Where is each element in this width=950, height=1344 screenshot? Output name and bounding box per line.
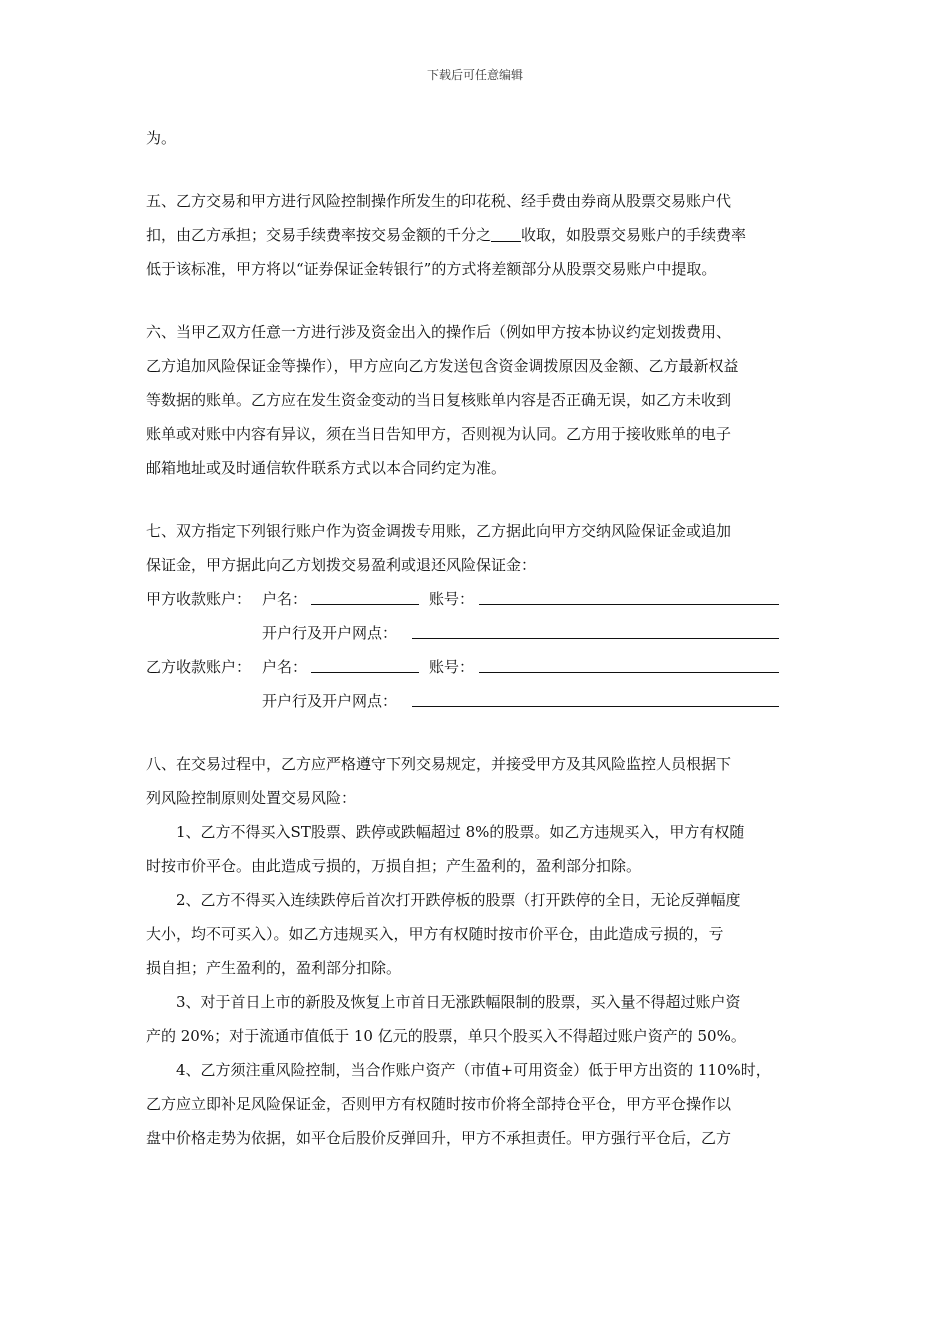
party-b-name-field[interactable] (311, 672, 419, 673)
party-a-label: 甲方收款账户： (146, 590, 252, 608)
party-b-account-field[interactable] (479, 672, 779, 673)
bank-label: 开户行及开户网点： (262, 692, 398, 710)
clause-5-text: 扣，由乙方承担；交易手续费率按交易金额的千分之 (146, 226, 492, 244)
party-b-bank-row (146, 684, 812, 718)
party-a-name-field[interactable] (311, 604, 419, 605)
bank-label: 开户行及开户网点： (262, 624, 398, 642)
document-body (146, 121, 812, 1155)
clause-8-line: 列风险控制原则处置交易风险： (146, 789, 357, 807)
party-a-bank-field[interactable] (412, 638, 779, 639)
rule-3-line: 3、对于首日上市的新股及恢复上市首日无涨跌幅限制的股票，买入量不得超过账户资 (176, 993, 741, 1011)
party-a-bank-row (146, 616, 812, 650)
clause-8-line: 八、在交易过程中，乙方应严格遵守下列交易规定，并接受甲方及其风险监控人员根据下 (146, 755, 732, 773)
clause-8 (146, 747, 812, 1155)
clause-6-line: 邮箱地址或及时通信软件联系方式以本合同约定为准。 (146, 459, 507, 477)
clause-7-line: 七、双方指定下列银行账户作为资金调拨专用账，乙方据此向甲方交纳风险保证金或追加 (146, 522, 732, 540)
clause-5-text: 收取，如股票交易账户的手续费率 (521, 226, 747, 244)
paragraph-fragment: 为。 (146, 129, 177, 147)
clause-5-line: 低于该标准，甲方将以“证券保证金转银行”的方式将差额部分从股票交易账户中提取。 (146, 260, 717, 278)
account-label: 账号： (429, 658, 475, 676)
clause-6-line: 等数据的账单。乙方应在发生资金变动的当日复核账单内容是否正确无误，如乙方未收到 (146, 391, 732, 409)
fee-rate-blank (491, 240, 521, 242)
clause-5 (146, 184, 812, 286)
party-a-account-row (146, 582, 812, 616)
clause-7 (146, 514, 812, 718)
rule-1-line: 时按市价平仓。由此造成亏损的，万损自担；产生盈利的，盈利部分扣除。 (146, 857, 642, 875)
rule-4-line: 盘中价格走势为依据，如平仓后股价反弹回升，甲方不承担责任。甲方强行平仓后，乙方 (146, 1129, 732, 1147)
rule-2-line: 损自担；产生盈利的，盈利部分扣除。 (146, 959, 402, 977)
page-header: 下载后可任意编辑 (426, 68, 523, 82)
party-b-bank-field[interactable] (412, 706, 779, 707)
clause-6-line: 六、当甲乙双方任意一方进行涉及资金出入的操作后（例如甲方按本协议约定划拨费用、 (146, 323, 732, 341)
clause-6-line: 账单或对账中内容有异议，须在当日告知甲方，否则视为认同。乙方用于接收账单的电子 (146, 425, 732, 443)
rule-2-line: 大小，均不可买入）。如乙方违规买入，甲方有权随时按市价平仓，由此造成亏损的，亏 (146, 925, 724, 943)
name-label: 户名： (262, 590, 308, 608)
rule-2-line: 2、乙方不得买入连续跌停后首次打开跌停板的股票（打开跌停的全日，无论反弹幅度 (176, 891, 741, 909)
clause-6 (146, 315, 812, 485)
account-label: 账号： (429, 590, 475, 608)
name-label: 户名： (262, 658, 308, 676)
clause-7-line: 保证金，甲方据此向乙方划拨交易盈利或退还风险保证金： (146, 556, 537, 574)
clause-6-line: 乙方追加风险保证金等操作），甲方应向乙方发送包含资金调拨原因及金额、乙方最新权益 (146, 357, 739, 375)
rule-4-line: 乙方应立即补足风险保证金，否则甲方有权随时按市价将全部持仓平仓，甲方平仓操作以 (146, 1095, 732, 1113)
party-b-account-row (146, 650, 812, 684)
clause-5-line (146, 218, 812, 252)
clause-5-line: 五、乙方交易和甲方进行风险控制操作所发生的印花税、经手费由券商从股票交易账户代 (146, 192, 732, 210)
party-b-label: 乙方收款账户： (146, 658, 252, 676)
rule-1-line: 1、乙方不得买入ST股票、跌停或跌幅超过 8%的股票。如乙方违规买入，甲方有权随 (176, 823, 745, 841)
rule-4-line: 4、乙方须注重风险控制，当合作账户资产（市值+可用资金）低于甲方出资的 110%时， (176, 1061, 771, 1079)
rule-3-line: 产的 20%；对于流通市值低于 10 亿元的股票，单只个股买入不得超过账户资产的 50%。 (146, 1027, 746, 1045)
party-a-account-field[interactable] (479, 604, 779, 605)
